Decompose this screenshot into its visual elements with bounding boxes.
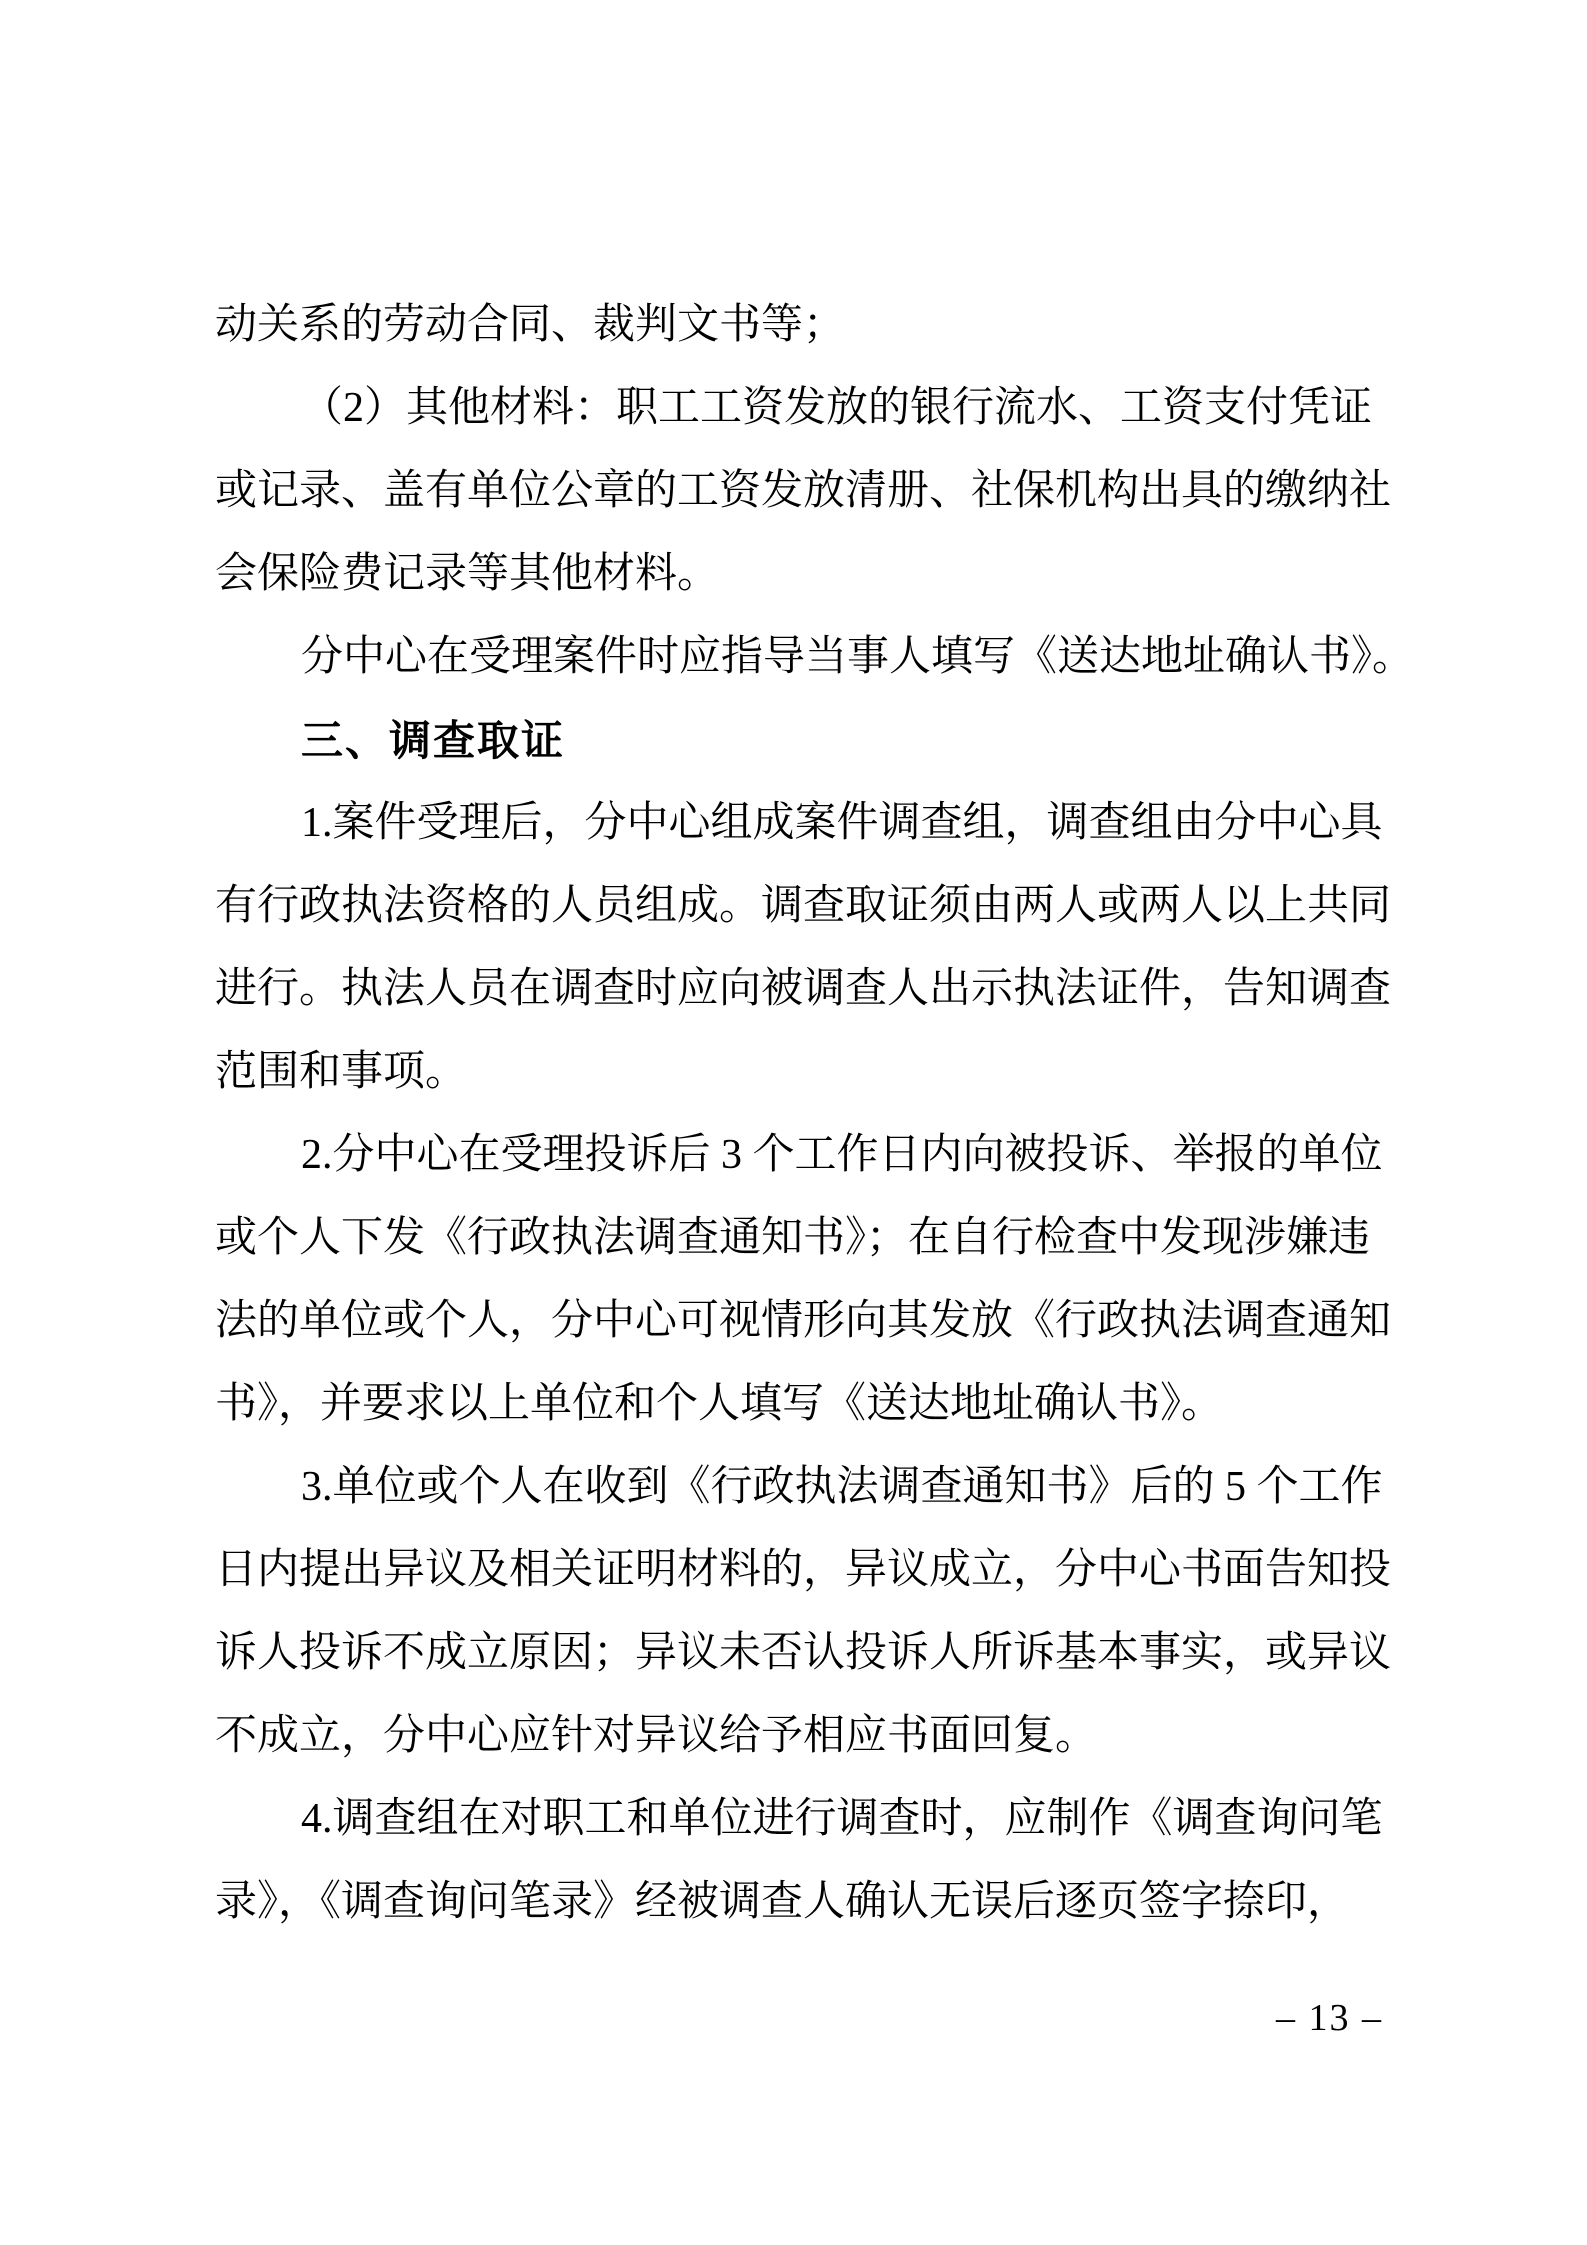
text-line: 分中心在受理案件时应指导当事人填写《送达地址确认书》。 [301, 634, 1415, 680]
text-line: 1.案件受理后，分中心组成案件调查组，调查组由分中心具 [301, 800, 1383, 846]
text-line: 日内提出异议及相关证明材料的，异议成立，分中心书面告知投 [215, 1547, 1392, 1593]
text-line: 有行政执法资格的人员组成。调查取证须由两人或两人以上共同 [215, 883, 1392, 929]
text-line: 动关系的劳动合同、裁判文书等； [215, 302, 846, 348]
text-line: 诉人投诉不成立原因；异议未否认投诉人所诉基本事实，或异议 [215, 1630, 1392, 1676]
text-line: 会保险费记录等其他材料。 [215, 551, 720, 597]
section-heading: 三、调查取证 [301, 717, 566, 764]
text-line: （2）其他材料：职工工资发放的银行流水、工资支付凭证 [301, 385, 1373, 431]
text-line: 法的单位或个人，分中心可视情形向其发放《行政执法调查通知 [215, 1298, 1392, 1344]
page-number: – 13 – [1276, 1997, 1383, 2039]
text-line: 范围和事项。 [215, 1049, 468, 1095]
text-line: 书》，并要求以上单位和个人填写《送达地址确认书》。 [215, 1381, 1224, 1427]
text-line: 或记录、盖有单位公章的工资发放清册、社保机构出具的缴纳社 [215, 468, 1392, 514]
text-block [215, 284, 1415, 1944]
text-line: 不成立，分中心应针对异议给予相应书面回复。 [215, 1713, 1098, 1759]
text-line: 3.单位或个人在收到《行政执法调查通知书》后的 5 个工作 [301, 1464, 1383, 1510]
text-line: 或个人下发《行政执法调查通知书》；在自行检查中发现涉嫌违 [215, 1215, 1371, 1261]
text-line: 2.分中心在受理投诉后 3 个工作日内向被投诉、举报的单位 [301, 1132, 1383, 1178]
text-line: 4.调查组在对职工和单位进行调查时，应制作《调查询问笔 [301, 1796, 1383, 1842]
text-line: 进行。执法人员在调查时应向被调查人出示执法证件，告知调查 [215, 966, 1392, 1012]
text-line: 录》，《调查询问笔录》经被调查人确认无误后逐页签字捺印， [215, 1879, 1350, 1925]
